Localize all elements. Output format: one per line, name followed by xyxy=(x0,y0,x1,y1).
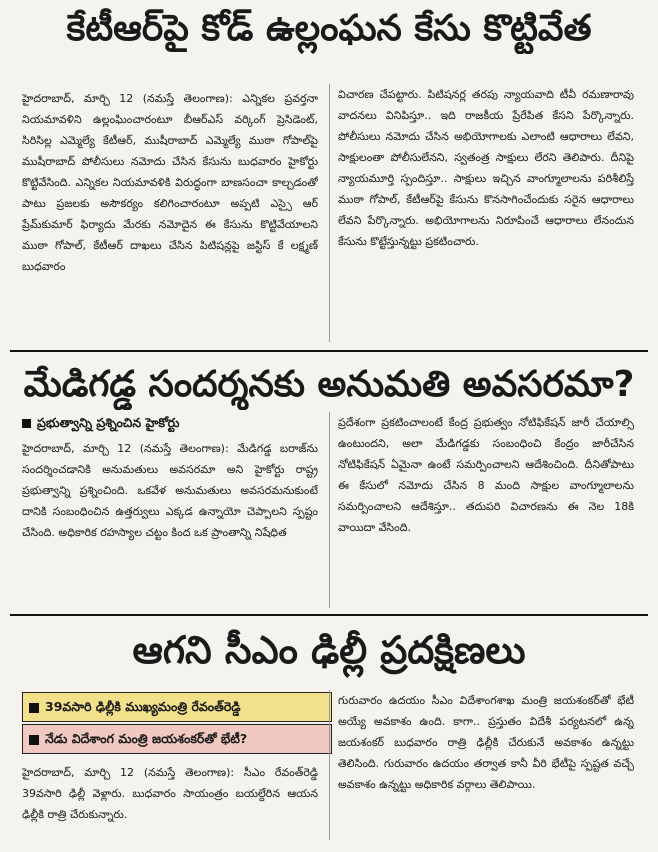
article2-col-left-text: హైదరాబాద్, మార్చి 12 (నమస్తే తెలంగాణ): మేడిగడ్డ బరాజ్‌ను సందర్శించడానికి అనుమతులు అవసరమా అని హైకోర్టు రాష్ట్ర ప్రభుత్వాన్ని ప్రశ్నించింది. ఒకవేళ అనుమతులు అవసరమనుకుంటే దానికి సంబంధించిన ఉత్తర్వులు ఎక్కడ ఉన్నాయో చెప్పాలని స్పష్టం చేసింది. అధికారిక రహస్యాల చట్టం కింద ఒక ప్రాంతాన్ని నిషేధిత xyxy=(22,442,318,539)
article2-subhead xyxy=(22,414,179,432)
article2-subhead-text: ప్రభుత్వాన్ని ప్రశ్నించిన హైకోర్టు xyxy=(37,415,180,430)
article3-col-left xyxy=(22,762,318,846)
article1-headline: కేటీఆర్‌పై కోడ్ ఉల్లంఘన కేసు కొట్టివేత xyxy=(66,8,592,49)
article1-col-left-text: హైదరాబాద్, మార్చి 12 (నమస్తే తెలంగాణ): ఎన్నికల ప్రవర్తనా నియమావళిని ఉల్లంఘించారంటూ బీఆర్‌ఎస్ వర్కింగ్ ప్రెసిడెంట్, సిరిసిల్ల ఎమ్మెల్యే కేటీఆర్, ముషీరాబాద్ ఎమ్మెల్యే ముఠా గోపాల్‌పై ముషీరాబాద్ పోలీసులు నమోదు చేసిన కేసును బుధవారం హైకోర్టు కొట్టివేసింది. ఎన్నికల నియమావళికి విరుద్ధంగా బాణసంచా కాల్చడంతో పాటు ప్రజలకు అసౌకర్యం కలిగించారంటూ అప్పటి ఎస్సై ఆర్ ప్రేమ్‌కుమార్ ఫిర్యాదు మేరకు నమోదైన ఈ కేసును కొట్టివేయాలని ముఠా గోపాల్, కేటీఆర్ దాఖలు చేసిన పిటిషన్లపై జస్టిస్ కే లక్ష్మణ్ బుధవారం xyxy=(22,92,318,273)
section-divider xyxy=(10,350,648,352)
article2-col-right-text: ప్రదేశంగా ప్రకటించాలంటే కేంద్ర ప్రభుత్వం నోటిఫికేషన్ జారీ చేయాల్సి ఉంటుందని, అలా మేడిగడ్డకు సంబంధించి కేంద్రం జారీచేసిన నోటిఫికేషన్ ఏమైనా ఉంటే సమర్పించాలని ఆదేశించింది. దీనితోపాటు ఈ కేసులో నమోదు చేసిన 8 మంది సాక్షుల వాంగ్మూలాలను సమర్పించాలని ఆదేశిస్తూ.. తదుపరి విచారణను ఈ నెల 18కి వాయిదా వేసింది. xyxy=(338,416,634,534)
article2-headline: మేడిగడ్డ సందర్శనకు అనుమతి అవసరమా? xyxy=(23,364,635,405)
column-divider xyxy=(329,412,330,608)
article3-highlight-box-1 xyxy=(22,692,332,722)
article3-col-right-text: గురువారం ఉదయం సీఎం విదేశాంగశాఖ మంత్రి జయశంకర్‌తో భేటీ అయ్యే అవకాశం ఉంది. కాగా.. ప్రస్తుతం విదేశీ పర్యటనలో ఉన్న జయశంకర్ బుధవారం రాత్రి ఢిల్లీకి చేరుకునే అవకాశం ఉన్నట్టు తెలిసింది. గురువారం ఉదయం తర్వాత కానీ వీరి భేటీపై స్పష్టత వచ్చే అవకాశం ఉన్నట్టు అధికారిక వర్గాలు తెలిపాయి. xyxy=(338,694,634,791)
article1-col-right xyxy=(338,84,634,338)
article3-highlight-1-text: 39వసారి ఢిల్లీకి ముఖ్యమంత్రి రేవంత్‌రెడ్డి xyxy=(45,699,241,714)
section-divider xyxy=(10,614,648,616)
column-divider xyxy=(329,84,330,342)
article2-col-right xyxy=(338,412,634,608)
article1-col-right-text: విచారణ చేపట్టారు. పిటిషనర్ల తరపు న్యాయవాది టీవీ రమణారావు వాదనలు వినిపిస్తూ.. ఇది రాజకీయ ప్రేరేపిత కేసని పేర్కొన్నారు. పోలీసులు నమోదు చేసిన అభియోగాలకు ఎలాంటి ఆధారాలు లేవని, సాక్షులంతా పోలీసులేనని, స్వతంత్ర సాక్షులు లేరని తెలిపారు. దీనిపై న్యాయమూర్తి స్పందిస్తూ.. సాక్షులు ఇచ్చిన వాంగ్మూలాలను పరిశీలిస్తే ముఠా గోపాల్, కేటీఆర్‌పై కేసును కొనసాగించేందుకు సరైన ఆధారాలు లేవని పేర్కొన్నారు. అభియోగాలను నిరూపించే ఆధారాలు లేనందున కేసును కొట్టేస్తున్నట్టు ప్రకటించారు. xyxy=(338,88,634,248)
bullet-icon xyxy=(29,735,39,745)
article1-col-left xyxy=(22,88,318,338)
article2-col-left xyxy=(22,438,318,610)
article3-highlight-box-2 xyxy=(22,724,332,754)
bullet-icon xyxy=(22,419,31,428)
article3-col-right xyxy=(338,690,634,840)
bullet-icon xyxy=(29,703,39,713)
article3-headline: ఆగని సీఎం ఢిల్లీ ప్రదక్షిణలు xyxy=(132,628,526,672)
column-divider xyxy=(329,690,330,840)
article3-col-left-text: హైదరాబాద్, మార్చి 12 (నమస్తే తెలంగాణ): సీఎం రేవంత్‌రెడ్డి 39వసారి ఢిల్లీ వెళ్లారు. బుధవారం సాయంత్రం బయల్దేరిన ఆయన ఢిల్లీకి రాత్రి చేరుకున్నారు. xyxy=(22,766,318,821)
article3-highlight-2-text: నేడు విదేశాంగ మంత్రి జయశంకర్‌తో భేటీ? xyxy=(45,731,248,746)
